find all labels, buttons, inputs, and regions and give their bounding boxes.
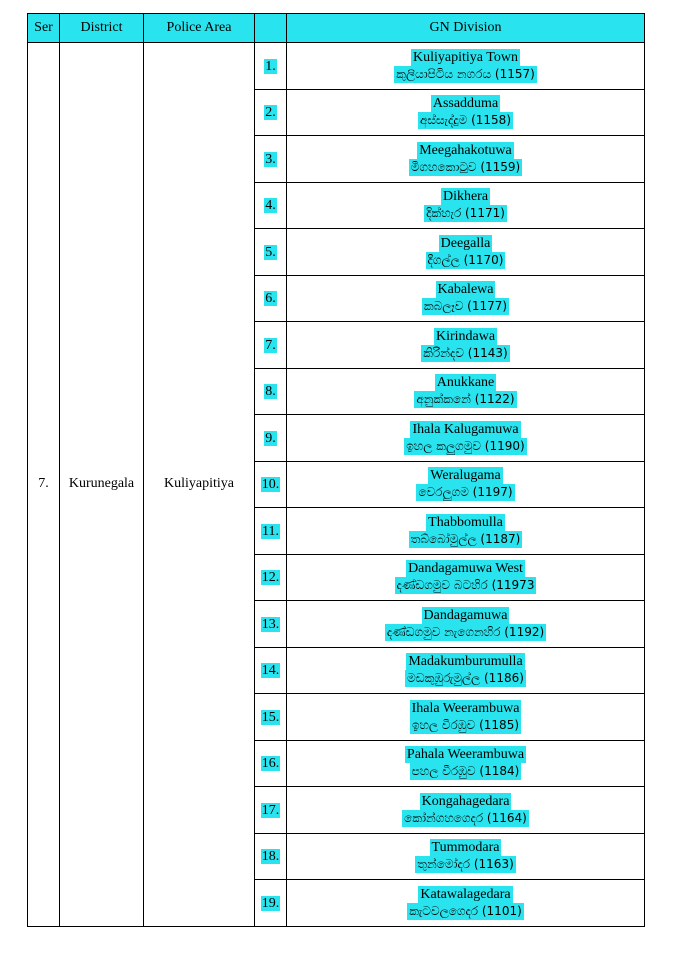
gn-division-cell [287, 43, 645, 90]
gn-name-english: Dandagamuwa [423, 607, 508, 623]
header-ser: Ser [28, 14, 60, 43]
row-number: 4. [265, 198, 276, 214]
gn-name-english: Weralugama [430, 468, 501, 484]
gn-name-sinhala: මීගහකොටුව (1159) [410, 159, 521, 174]
header-gn-division: GN Division [287, 14, 645, 43]
gn-division-cell [287, 833, 645, 880]
row-number-cell [255, 461, 287, 508]
gn-name-sinhala: තුන්මෝදර (1163) [417, 857, 514, 872]
gn-name-sinhala: දීගල්ල (1170) [427, 252, 504, 267]
gn-name-english: Kongahagedara [421, 793, 510, 809]
gn-name-sinhala: කෝන්ගහගෙදර (1164) [404, 810, 527, 825]
gn-division-cell [287, 322, 645, 369]
gn-division-cell [287, 601, 645, 648]
gn-name-sinhala: ඉහල වීරඹුව (1185) [411, 717, 520, 732]
row-number-cell [255, 694, 287, 741]
gn-division-cell [287, 647, 645, 694]
gn-name-sinhala: ඉහල කලුගමුව (1190) [406, 438, 525, 453]
row-number: 16. [261, 756, 280, 772]
row-number: 12. [261, 570, 280, 586]
gn-name-english: Dikhera [442, 189, 489, 205]
row-number-cell [255, 368, 287, 415]
gn-division-cell [287, 136, 645, 183]
gn-name-english: Pahala Weerambuwa [406, 747, 525, 763]
gn-name-sinhala: දික්හැර (1171) [426, 206, 505, 221]
row-number-cell [255, 415, 287, 462]
header-blank [255, 14, 287, 43]
table-row [28, 43, 645, 90]
gn-name-english: Madakumburumulla [408, 654, 523, 670]
gn-name-sinhala: කැටවලගෙදර (1101) [409, 903, 522, 918]
row-number-cell [255, 833, 287, 880]
row-number-cell [255, 182, 287, 229]
table-header [28, 14, 645, 43]
gn-division-cell [287, 694, 645, 741]
row-number-cell [255, 229, 287, 276]
row-number: 18. [261, 849, 280, 865]
gn-name-english: Kirindawa [435, 328, 496, 344]
row-number-cell [255, 89, 287, 136]
gn-division-cell [287, 461, 645, 508]
gn-division-cell [287, 415, 645, 462]
row-number-cell [255, 601, 287, 648]
gn-division-cell [287, 554, 645, 601]
row-number: 13. [261, 616, 280, 632]
row-number: 8. [265, 384, 276, 400]
gn-division-cell [287, 880, 645, 927]
police-area-cell: Kuliyapitiya [144, 43, 255, 927]
row-number-cell [255, 554, 287, 601]
ser-cell: 7. [28, 43, 60, 927]
gn-name-sinhala: දණ්ඩගමුව බටහිර (11973 [396, 578, 535, 593]
row-number-cell [255, 275, 287, 322]
gn-name-english: Kabalewa [437, 282, 494, 298]
row-number-cell [255, 43, 287, 90]
row-number-cell [255, 647, 287, 694]
table-body [28, 43, 645, 927]
gn-division-table [27, 13, 645, 927]
gn-name-english: Anukkane [436, 375, 495, 391]
gn-name-sinhala: අස්සැද්දුම (1158) [420, 113, 511, 128]
row-number: 11. [262, 523, 279, 539]
row-number-cell [255, 880, 287, 927]
header-district: District [60, 14, 144, 43]
row-number: 10. [261, 477, 280, 493]
header-row [28, 14, 645, 43]
gn-name-sinhala: කුලියාපිටිය නගරය (1157) [396, 66, 535, 81]
gn-name-sinhala: මඩකුඹුරුමුල්ල (1186) [407, 671, 524, 686]
row-number: 7. [265, 337, 276, 353]
gn-division-cell [287, 89, 645, 136]
gn-name-english: Kuliyapitiya Town [413, 49, 518, 65]
row-number: 6. [265, 291, 276, 307]
row-number-cell [255, 322, 287, 369]
row-number-cell [255, 787, 287, 834]
row-number: 14. [261, 663, 280, 679]
gn-name-english: Katawalagedara [420, 886, 511, 902]
gn-name-english: Ihala Weerambuwa [411, 700, 520, 716]
header-police-area: Police Area [144, 14, 255, 43]
row-number-cell [255, 136, 287, 183]
gn-division-cell [287, 229, 645, 276]
gn-name-sinhala: වෙරලුගම (1197) [418, 485, 513, 500]
gn-name-english: Dandagamuwa West [408, 561, 523, 577]
gn-division-cell [287, 508, 645, 555]
row-number: 17. [261, 802, 280, 818]
row-number-cell [255, 740, 287, 787]
gn-name-english: Deegalla [440, 235, 491, 251]
row-number: 3. [265, 151, 276, 167]
gn-name-sinhala: කබලෑව (1177) [423, 299, 508, 314]
row-number: 15. [261, 709, 280, 725]
row-number: 5. [265, 244, 276, 260]
gn-name-english: Assadduma [432, 96, 499, 112]
gn-division-cell [287, 275, 645, 322]
gn-name-english: Ihala Kalugamuwa [412, 421, 519, 437]
gn-division-cell [287, 182, 645, 229]
gn-name-english: Thabbomulla [428, 514, 503, 530]
row-number: 1. [265, 58, 276, 74]
gn-name-english: Meegahakotuwa [419, 142, 512, 158]
row-number-cell [255, 508, 287, 555]
row-number: 2. [265, 105, 276, 121]
district-cell: Kurunegala [60, 43, 144, 927]
gn-division-cell [287, 787, 645, 834]
gn-name-sinhala: කිරින්දව (1143) [423, 345, 508, 360]
gn-division-cell [287, 740, 645, 787]
gn-name-sinhala: තබ්බෝමුල්ල (1187) [410, 531, 521, 546]
gn-name-sinhala: අනුක්කනේ (1122) [416, 392, 515, 407]
gn-name-sinhala: පහල වීරඹුව (1184) [411, 764, 520, 779]
gn-name-english: Tummodara [431, 840, 500, 856]
row-number: 19. [261, 895, 280, 911]
gn-name-sinhala: දණ්ඩගමුව නැගෙනහිර (1192) [386, 624, 545, 639]
row-number: 9. [265, 430, 276, 446]
gn-division-cell [287, 368, 645, 415]
